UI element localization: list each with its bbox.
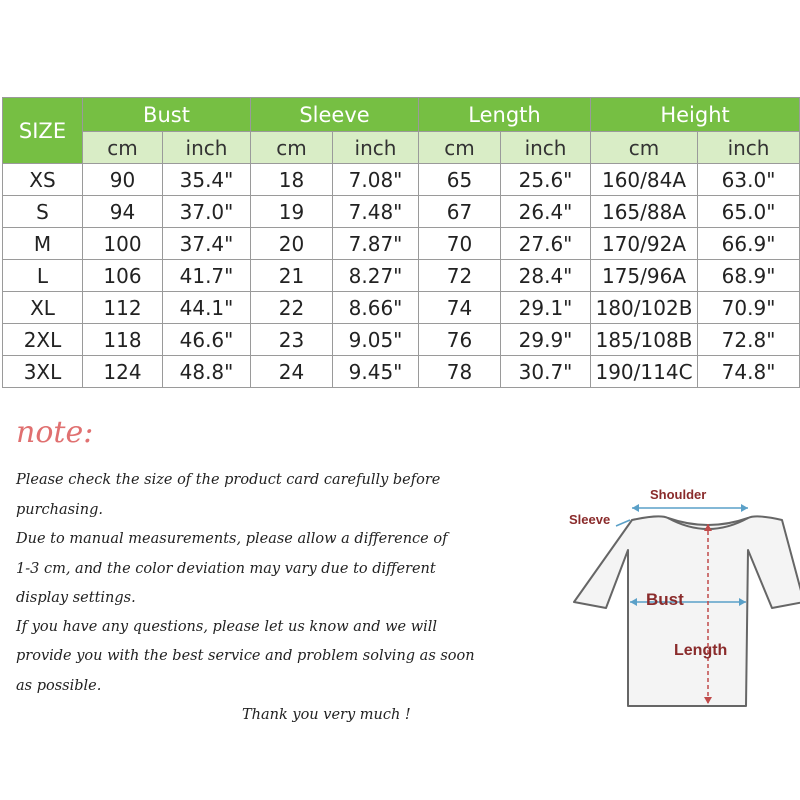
table-row bbox=[3, 228, 800, 260]
measurement-cell: 66.9" bbox=[698, 228, 800, 260]
measurement-cell: 90 bbox=[83, 164, 163, 196]
measurement-cell: 72.8" bbox=[698, 324, 800, 356]
header-row-units bbox=[3, 132, 800, 164]
measurement-cell: 7.08" bbox=[333, 164, 419, 196]
size-cell: XS bbox=[3, 164, 83, 196]
measurement-cell: 190/114C bbox=[591, 356, 698, 388]
unit-header: cm bbox=[419, 132, 501, 164]
measurement-cell: 106 bbox=[83, 260, 163, 292]
tshirt-outline-icon bbox=[574, 516, 800, 706]
measurement-cell: 63.0" bbox=[698, 164, 800, 196]
measurement-cell: 26.4" bbox=[501, 196, 591, 228]
table-row bbox=[3, 164, 800, 196]
measurement-cell: 21 bbox=[251, 260, 333, 292]
measurement-cell: 29.9" bbox=[501, 324, 591, 356]
group-header-height: Height bbox=[591, 98, 800, 132]
group-header-sleeve: Sleeve bbox=[251, 98, 419, 132]
measurement-cell: 7.87" bbox=[333, 228, 419, 260]
measurement-cell: 30.7" bbox=[501, 356, 591, 388]
measurement-cell: 74.8" bbox=[698, 356, 800, 388]
measurement-cell: 72 bbox=[419, 260, 501, 292]
measurement-cell: 70 bbox=[419, 228, 501, 260]
measurement-cell: 8.66" bbox=[333, 292, 419, 324]
measurement-cell: 170/92A bbox=[591, 228, 698, 260]
thank-you-text: Thank you very much ! bbox=[242, 707, 411, 723]
measurement-cell: 23 bbox=[251, 324, 333, 356]
measurement-cell: 94 bbox=[83, 196, 163, 228]
measurement-cell: 100 bbox=[83, 228, 163, 260]
tshirt-measurement-diagram bbox=[560, 478, 800, 718]
note-line: purchasing. bbox=[16, 502, 103, 518]
measurement-cell: 67 bbox=[419, 196, 501, 228]
note-line: display settings. bbox=[16, 590, 136, 606]
measurement-cell: 175/96A bbox=[591, 260, 698, 292]
table-row bbox=[3, 260, 800, 292]
size-cell: XL bbox=[3, 292, 83, 324]
arrowhead-icon bbox=[741, 504, 748, 512]
size-cell: L bbox=[3, 260, 83, 292]
note-line: If you have any questions, please let us know and we will bbox=[16, 619, 438, 635]
unit-header: cm bbox=[591, 132, 698, 164]
measurement-cell: 20 bbox=[251, 228, 333, 260]
measurement-cell: 180/102B bbox=[591, 292, 698, 324]
unit-header: cm bbox=[83, 132, 163, 164]
unit-header: inch bbox=[333, 132, 419, 164]
measurement-cell: 28.4" bbox=[501, 260, 591, 292]
measurement-cell: 27.6" bbox=[501, 228, 591, 260]
unit-header: inch bbox=[163, 132, 251, 164]
header-row-groups bbox=[3, 98, 800, 132]
size-table-body bbox=[3, 164, 800, 388]
note-line: as possible. bbox=[16, 678, 102, 694]
measurement-cell: 24 bbox=[251, 356, 333, 388]
measurement-cell: 112 bbox=[83, 292, 163, 324]
size-cell: 3XL bbox=[3, 356, 83, 388]
measurement-cell: 78 bbox=[419, 356, 501, 388]
group-header-bust: Bust bbox=[83, 98, 251, 132]
shoulder-label: Shoulder bbox=[650, 487, 707, 502]
note-line: Due to manual measurements, please allow a difference of bbox=[16, 531, 448, 547]
table-row bbox=[3, 292, 800, 324]
size-cell: 2XL bbox=[3, 324, 83, 356]
measurement-cell: 118 bbox=[83, 324, 163, 356]
table-row bbox=[3, 356, 800, 388]
measurement-cell: 185/108B bbox=[591, 324, 698, 356]
measurement-cell: 37.4" bbox=[163, 228, 251, 260]
note-title: note: bbox=[16, 415, 94, 450]
measurement-cell: 65.0" bbox=[698, 196, 800, 228]
sleeve-label: Sleeve bbox=[569, 512, 611, 527]
table-row bbox=[3, 196, 800, 228]
measurement-cell: 160/84A bbox=[591, 164, 698, 196]
note-line: provide you with the best service and problem solving as soon bbox=[16, 648, 475, 664]
measurement-cell: 68.9" bbox=[698, 260, 800, 292]
measurement-cell: 19 bbox=[251, 196, 333, 228]
note-line: Please check the size of the product card carefully before bbox=[16, 472, 441, 488]
measurement-cell: 44.1" bbox=[163, 292, 251, 324]
measurement-cell: 29.1" bbox=[501, 292, 591, 324]
measurement-cell: 46.6" bbox=[163, 324, 251, 356]
unit-header: cm bbox=[251, 132, 333, 164]
measurement-cell: 8.27" bbox=[333, 260, 419, 292]
measurement-cell: 35.4" bbox=[163, 164, 251, 196]
size-cell: S bbox=[3, 196, 83, 228]
unit-header: inch bbox=[698, 132, 800, 164]
size-column-header: SIZE bbox=[3, 98, 83, 164]
measurement-cell: 74 bbox=[419, 292, 501, 324]
measurement-cell: 70.9" bbox=[698, 292, 800, 324]
measurement-cell: 165/88A bbox=[591, 196, 698, 228]
measurement-cell: 18 bbox=[251, 164, 333, 196]
measurement-cell: 7.48" bbox=[333, 196, 419, 228]
measurement-cell: 22 bbox=[251, 292, 333, 324]
measurement-cell: 37.0" bbox=[163, 196, 251, 228]
measurement-cell: 48.8" bbox=[163, 356, 251, 388]
measurement-cell: 25.6" bbox=[501, 164, 591, 196]
arrowhead-icon bbox=[632, 504, 639, 512]
bust-label: Bust bbox=[646, 590, 684, 609]
note-line: 1-3 cm, and the color deviation may vary due to different bbox=[16, 561, 436, 577]
length-label: Length bbox=[674, 642, 728, 659]
measurement-cell: 9.45" bbox=[333, 356, 419, 388]
group-header-length: Length bbox=[419, 98, 591, 132]
size-chart-table bbox=[2, 97, 800, 388]
measurement-cell: 9.05" bbox=[333, 324, 419, 356]
unit-header: inch bbox=[501, 132, 591, 164]
measurement-cell: 65 bbox=[419, 164, 501, 196]
measurement-cell: 124 bbox=[83, 356, 163, 388]
measurement-cell: 41.7" bbox=[163, 260, 251, 292]
measurement-cell: 76 bbox=[419, 324, 501, 356]
size-cell: M bbox=[3, 228, 83, 260]
table-row bbox=[3, 324, 800, 356]
